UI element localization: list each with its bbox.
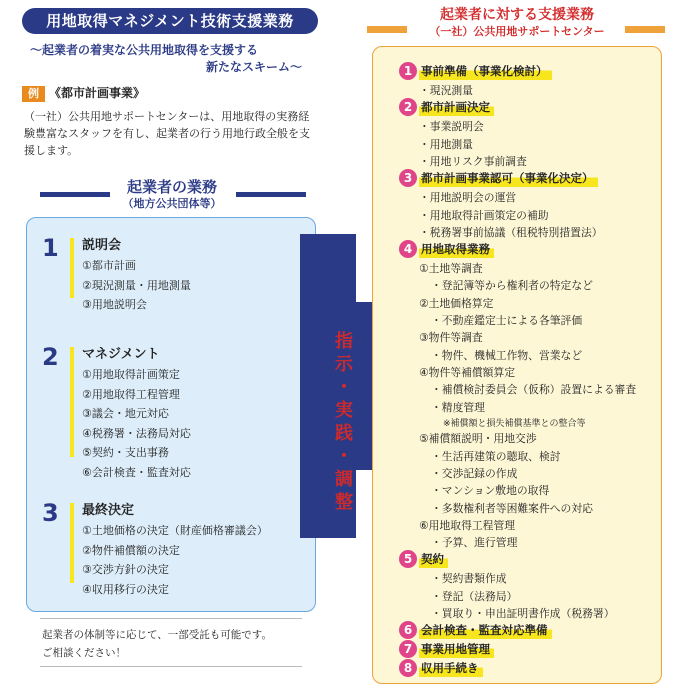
service-heading-text: 収用手続き [419,660,483,677]
arrow-label-char: 調 [335,469,353,490]
step-number-badge: 7 [399,640,417,658]
subtitle [30,42,320,76]
left-heading [22,177,322,211]
arrow-label-char: 実 [335,400,353,421]
service-item-text: ・事業説明会 [419,120,484,134]
service-item-text: ・契約書類作成 [431,572,507,586]
service-heading-text: 都市計画事業認可（事業化決定） [419,170,598,187]
step-number-badge: 4 [399,240,417,258]
service-item-text: ・税務署事前協議（租税特別措置法） [419,225,603,239]
section-item: ②用地取得工程管理 [82,387,180,401]
subtitle-line-2: 新たなスキーム～ [205,60,302,74]
service-heading-text: 事業用地管理 [419,641,494,658]
service-item-text: ・予算、進行管理 [431,536,518,550]
step-number-badge: 6 [399,621,417,639]
support-services-box [372,46,662,684]
step-number-badge: 2 [399,98,417,116]
subtitle-line-1: ～起業者の着実な公共用地取得を支援する [30,43,259,57]
example-text: 《都市計画事業》 [49,86,146,100]
note-line-1: 起業者の体制等に応じて、一部受託も可能です。 [42,629,272,641]
arrow-label-char: ・ [335,377,353,398]
service-item-text: ②土地価格算定 [419,296,494,310]
service-item-text: ・補償検討委員会（仮称）設置による審査 [431,383,637,397]
service-heading-text: 会計検査・監査対応準備 [419,622,552,639]
service-item-text: ・用地リスク事前調査 [419,154,527,168]
section-item: ②物件補償額の決定 [82,543,180,557]
section-item: ③議会・地元対応 [82,407,169,420]
service-heading-text: 用地取得業務 [419,241,494,258]
example-label [22,84,145,102]
service-item-text: ⑥用地取得工程管理 [419,518,516,532]
arrow-label-char: 示 [335,354,353,375]
section-item: ②現況測量・用地測量 [82,278,191,292]
service-heading-text: 契約 [419,551,448,568]
service-item-text: ・用地説明会の運営 [419,191,517,205]
note [42,626,302,662]
section-item: ①都市計画 [82,259,136,272]
section-title: マネジメント [82,347,160,362]
section-item: ④収用移行の決定 [82,582,169,596]
intro-text: （一社）公共用地サポートセンターは、用地取得の実務経験豊富なスタッフを有し、起業者の行う用地行政全般を支援します。 [24,110,310,157]
service-item-text: ・精度管理 [431,400,485,414]
section-items [82,521,268,599]
arrow-label [329,330,359,514]
service-item-text: ⑤補償額説明・用地交渉 [419,432,537,446]
section-items [82,256,191,315]
section-number: 2 [42,343,59,371]
step-number-badge: 5 [399,550,417,568]
service-item-text: ・用地取得計画策定の補助 [419,208,549,222]
section-item: ⑤契約・支出事務 [82,446,169,459]
section-item: ⑥会計検査・監査対応 [82,465,191,479]
service-item-text: ・生活再建策の聴取、検討 [431,449,561,463]
note-rule-bottom [40,666,302,667]
service-item-text: ①土地等調査 [419,262,483,276]
right-heading-subtitle: （一社）公共用地サポートセンター [429,25,605,38]
left-heading-title: 起業者の業務 [126,178,217,196]
service-item-text: ④物件等補償額算定 [419,365,516,379]
step-number-badge: 1 [399,62,417,80]
service-item-text: ・不動産鑑定士による各筆評価 [431,314,583,327]
service-item-text: ・買取り・申出証明書作成（税務署） [431,607,615,620]
example-badge: 例 [22,86,45,102]
service-item-text: ③物件等調査 [419,331,483,345]
step-number-badge: 3 [399,169,417,187]
left-heading-subtitle: （地方公共団体等） [122,197,222,210]
arrow-label-char: ・ [335,446,353,467]
arrow-label-char: 整 [335,492,353,513]
section-item: ①土地価格の決定（財産価格審議会） [82,524,268,537]
section-title: 最終決定 [82,503,135,518]
service-item-text: ・登記（法務局） [431,589,518,603]
right-heading [372,6,662,39]
service-item-text: ・交渉記録の作成 [431,466,518,480]
section-title: 説明会 [82,238,122,253]
arrow-label-char: 践 [335,423,353,444]
section-items [82,365,191,482]
service-item-text: ・登記簿等から権利者の特定など [431,279,593,293]
service-item-text: ※補償額と損失補償基準との整合等 [443,418,586,429]
service-heading-text: 都市計画決定 [419,99,494,116]
service-item-text: ・現況測量 [419,84,473,97]
section-item: ③交渉方針の決定 [82,563,169,576]
section-item: ①用地取得計画策定 [82,368,180,381]
section-item: ③用地説明会 [82,298,147,311]
section-accent-bar [70,503,74,583]
service-item-text: ・多数権利者等困難案件への対応 [431,501,593,515]
section-item: ④税務署・法務局対応 [82,426,191,440]
section-number: 1 [42,234,59,262]
main-title: 用地取得マネジメント技術支援業務 [22,8,318,34]
section-number: 3 [42,499,59,527]
service-item-text: ・マンション敷地の取得 [431,484,550,498]
arrow-label-char: 指 [335,331,353,352]
step-number-badge: 8 [399,659,417,677]
right-heading-title: 起業者に対する支援業務 [440,7,594,23]
service-item-text: ・用地測量 [419,137,473,151]
section-accent-bar [70,347,74,457]
section-accent-bar [70,238,74,298]
service-heading-text: 事前準備（事業化検討） [419,63,552,80]
note-rule-top [40,618,302,619]
note-line-2: ご相談ください！ [42,647,126,659]
service-item-text: ・物件、機械工作物、営業など [431,348,583,362]
